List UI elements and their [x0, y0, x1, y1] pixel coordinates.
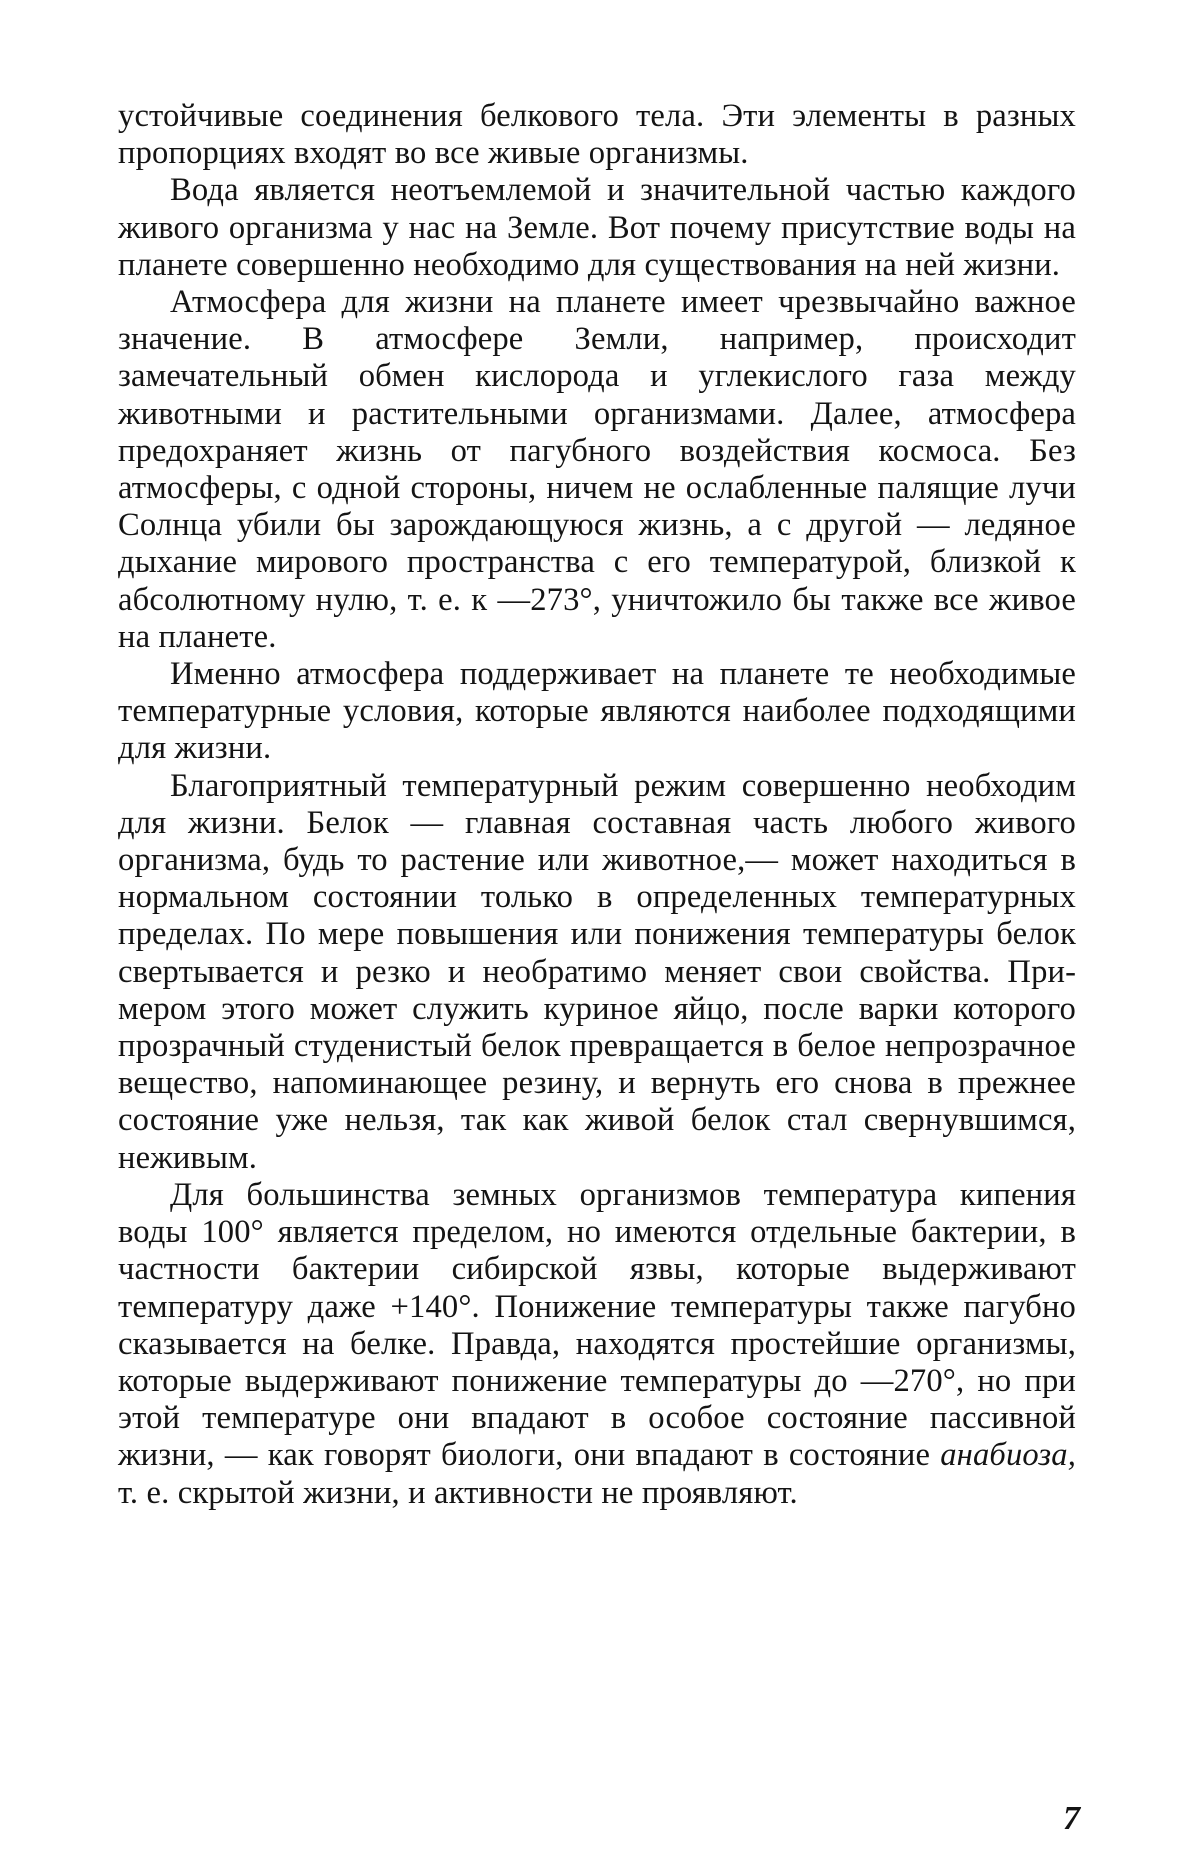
paragraph-6-text-after: т. е. скрытой жизни, и активности не проявляют.: [118, 1474, 798, 1511]
paragraph-6: [118, 1177, 1076, 1512]
paragraph-2: Вода является неотъемлемой и значительной частью каждого живого организма у нас на Земле. Вот почему присутствие воды на планете совершенно необходимо для существования на ней жизни.: [118, 172, 1076, 283]
paragraph-3: Атмосфера для жизни на планете имеет чрезвычайно важное значение. В атмосфере Земли, например, происходит замечательный обмен кислорода и углекислого газа между животными и растительными организмами. Далее, атмосфера предохраняет жизнь от пагубного воздействия космоса. Без атмосферы, с одной стороны, ничем не ослабленные палящие лучи Солнца убили бы зарождающуюся жизнь, а с другой — ледяное дыхание мирового пространства с его температурой, близкой к абсолютному нулю, т. е. к —273°, уничтожило бы также все живое на планете.: [118, 284, 1076, 655]
paragraph-6-text-before: Для большинства земных организмов температура кипения воды 100° является пределом, но имеются отдельные бактерии, в частности бактерии сибирской язвы, которые выдерживают температуру даже +140°. Понижение температуры также пагубно сказывается на белке. Правда, находятся простейшие организмы, которые выдерживают понижение температуры до —270°, но при этой температуре они впадают в особое состояние пассивной жизни, — как говорят биологи, они впадают в состояние: [118, 1176, 1076, 1474]
paragraph-6-emphasis: анабиоза,: [940, 1437, 1076, 1474]
paragraph-1: устойчивые соединения белкового тела. Эти элементы в разных пропорциях входят во все живые организмы.: [118, 98, 1076, 172]
page-text-block: [118, 98, 1076, 1512]
paragraph-4: Именно атмосфера поддерживает на планете те необходимые температурные условия, которые являются наиболее подходящими для жизни.: [118, 656, 1076, 767]
paragraph-5: Благоприятный температурный режим совершенно необходим для жизни. Белок — главная составная часть любого живого организма, будь то растение или животное,— может находиться в нормальном состоянии только в определенных температурных пределах. По мере повышения или понижения температуры белок свертывается и резко и необратимо меняет свои свойства. Примером этого может служить куриное яйцо, после варки которого прозрачный студенистый белок превращается в белое непрозрачное вещество, напоминающее резину, и вернуть его снова в прежнее состояние уже нельзя, так как живой белок стал свернувшимся, неживым.: [118, 767, 1076, 1176]
page-number: 7: [1063, 1800, 1080, 1837]
